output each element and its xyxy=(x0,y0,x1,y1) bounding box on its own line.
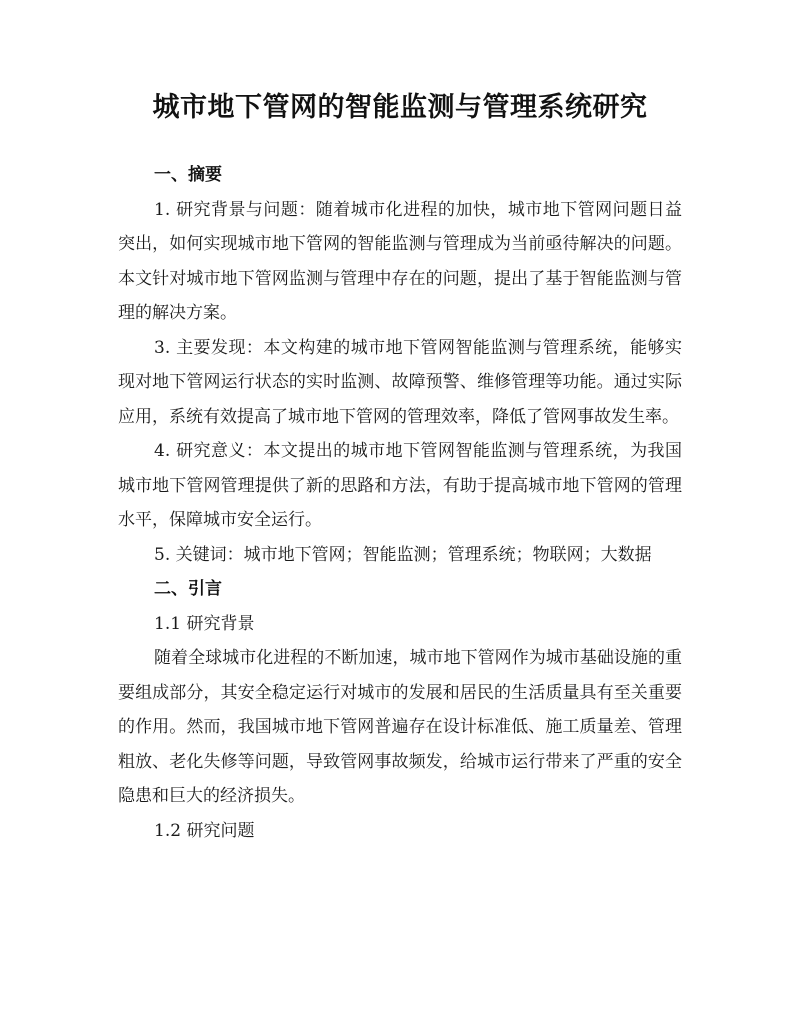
abstract-paragraph-significance: 4. 研究意义：本文提出的城市地下管网智能监测与管理系统，为我国城市地下管网管理提供了新的思路和方法，有助于提高城市地下管网的管理水平，保障城市安全运行。 xyxy=(118,441,682,530)
document-title: 城市地下管网的智能监测与管理系统研究 xyxy=(152,92,648,123)
abstract-paragraph-keywords: 5. 关键词：城市地下管网；智能监测；管理系统；物联网；大数据 xyxy=(154,544,652,565)
abstract-paragraph-findings: 3. 主要发现：本文构建的城市地下管网智能监测与管理系统，能够实现对地下管网运行状态的实时监测、故障预警、维修管理等功能。通过实际应用，系统有效提高了城市地下管网的管理效率，降低了管网事故发生率。 xyxy=(118,337,682,427)
section-heading-introduction: 二、引言 xyxy=(154,579,222,599)
abstract-paragraph-background: 1. 研究背景与问题：随着城市化进程的加快，城市地下管网问题日益突出，如何实现城市地下管网的智能监测与管理成为当前亟待解决的问题。本文针对城市地下管网监测与管理中存在的问题，提出了基于智能监测与管理的解决方案。 xyxy=(118,199,682,323)
introduction-paragraph-background: 随着全球城市化进程的不断加速，城市地下管网作为城市基础设施的重要组成部分，其安全稳定运行对城市的发展和居民的生活质量具有至关重要的作用。然而，我国城市地下管网普遍存在设计标准低、施工质量差、管理粗放、老化失修等问题，导致管网事故频发，给城市运行带来了严重的安全隐患和巨大的经济损失。 xyxy=(118,648,682,806)
subsection-heading-background: 1.1 研究背景 xyxy=(154,613,255,634)
section-heading-abstract: 一、摘要 xyxy=(154,165,222,185)
subsection-heading-research-question: 1.2 研究问题 xyxy=(154,820,255,841)
